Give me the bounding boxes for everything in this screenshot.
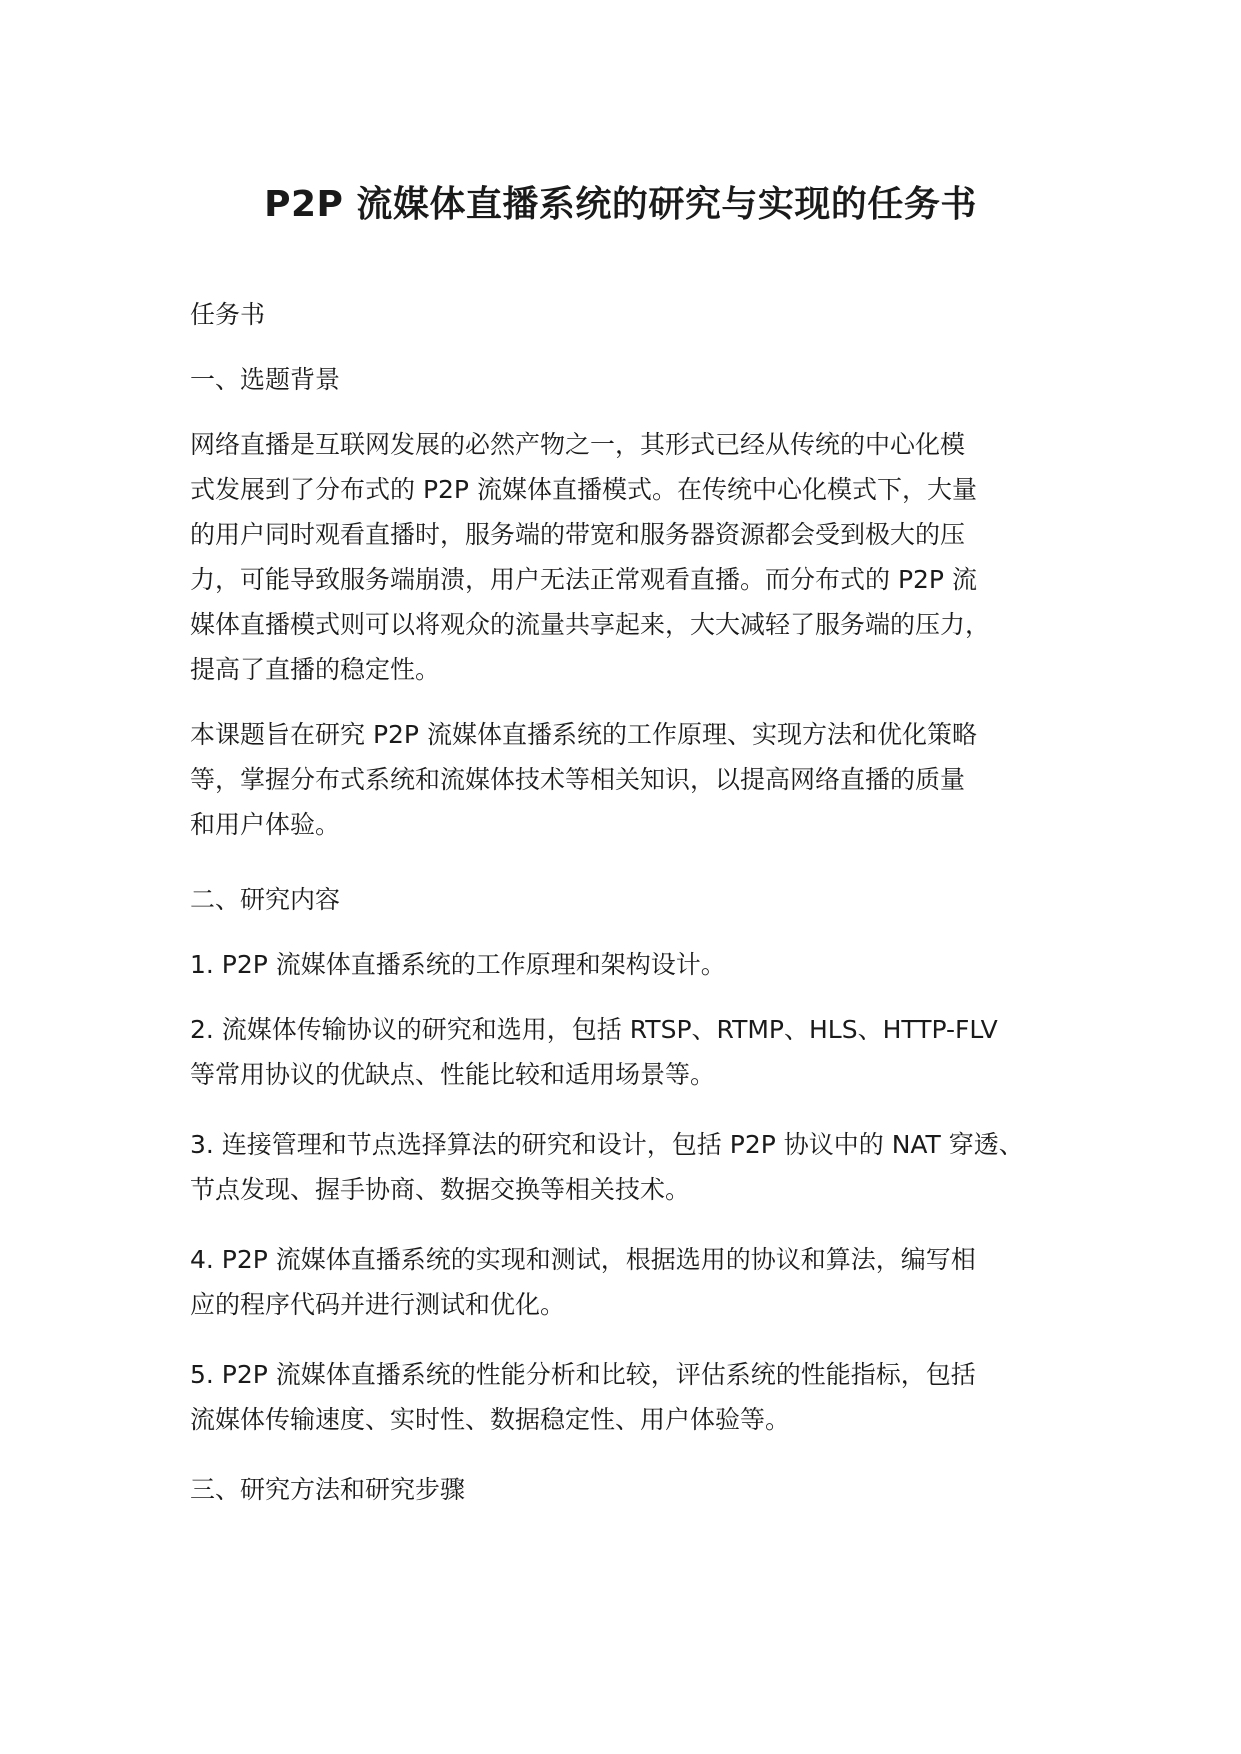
list-item: 1. P2P 流媒体直播系统的工作原理和架构设计。	[190, 950, 726, 979]
paragraph-line: 和用户体验。	[190, 810, 341, 839]
paragraph-line: 的用户同时观看直播时，服务端的带宽和服务器资源都会受到极大的压	[190, 520, 966, 549]
list-item-continuation: 流媒体传输速度、实时性、数据稳定性、用户体验等。	[190, 1405, 791, 1434]
document-title: P2P 流媒体直播系统的研究与实现的任务书	[264, 184, 977, 225]
paragraph-line: 媒体直播模式则可以将观众的流量共享起来，大大减轻了服务端的压力，	[190, 610, 991, 639]
list-item: 5. P2P 流媒体直播系统的性能分析和比较，评估系统的性能指标，包括	[190, 1360, 976, 1389]
paragraph-line: 力，可能导致服务端崩溃，用户无法正常观看直播。而分布式的 P2P 流	[190, 565, 977, 594]
list-item: 2. 流媒体传输协议的研究和选用，包括 RTSP、RTMP、HLS、HTTP-FLV	[190, 1015, 998, 1044]
paragraph-line: 提高了直播的稳定性。	[190, 655, 441, 684]
list-item: 3. 连接管理和节点选择算法的研究和设计，包括 P2P 协议中的 NAT 穿透、	[190, 1130, 1024, 1159]
list-item: 4. P2P 流媒体直播系统的实现和测试，根据选用的协议和算法，编写相	[190, 1245, 976, 1274]
paragraph-line: 网络直播是互联网发展的必然产物之一，其形式已经从传统的中心化模	[190, 430, 966, 459]
paragraph-line: 本课题旨在研究 P2P 流媒体直播系统的工作原理、实现方法和优化策略	[190, 720, 977, 749]
heading-task-book: 任务书	[190, 300, 266, 329]
list-item-continuation: 应的程序代码并进行测试和优化。	[190, 1290, 566, 1319]
heading-background: 一、选题背景	[190, 365, 341, 394]
heading-research-content: 二、研究内容	[190, 885, 341, 914]
heading-research-methods: 三、研究方法和研究步骤	[190, 1475, 466, 1504]
list-item-continuation: 节点发现、握手协商、数据交换等相关技术。	[190, 1175, 691, 1204]
list-item-continuation: 等常用协议的优缺点、性能比较和适用场景等。	[190, 1060, 716, 1089]
paragraph-line: 式发展到了分布式的 P2P 流媒体直播模式。在传统中心化模式下，大量	[190, 475, 977, 504]
paragraph-line: 等，掌握分布式系统和流媒体技术等相关知识，以提高网络直播的质量	[190, 765, 966, 794]
